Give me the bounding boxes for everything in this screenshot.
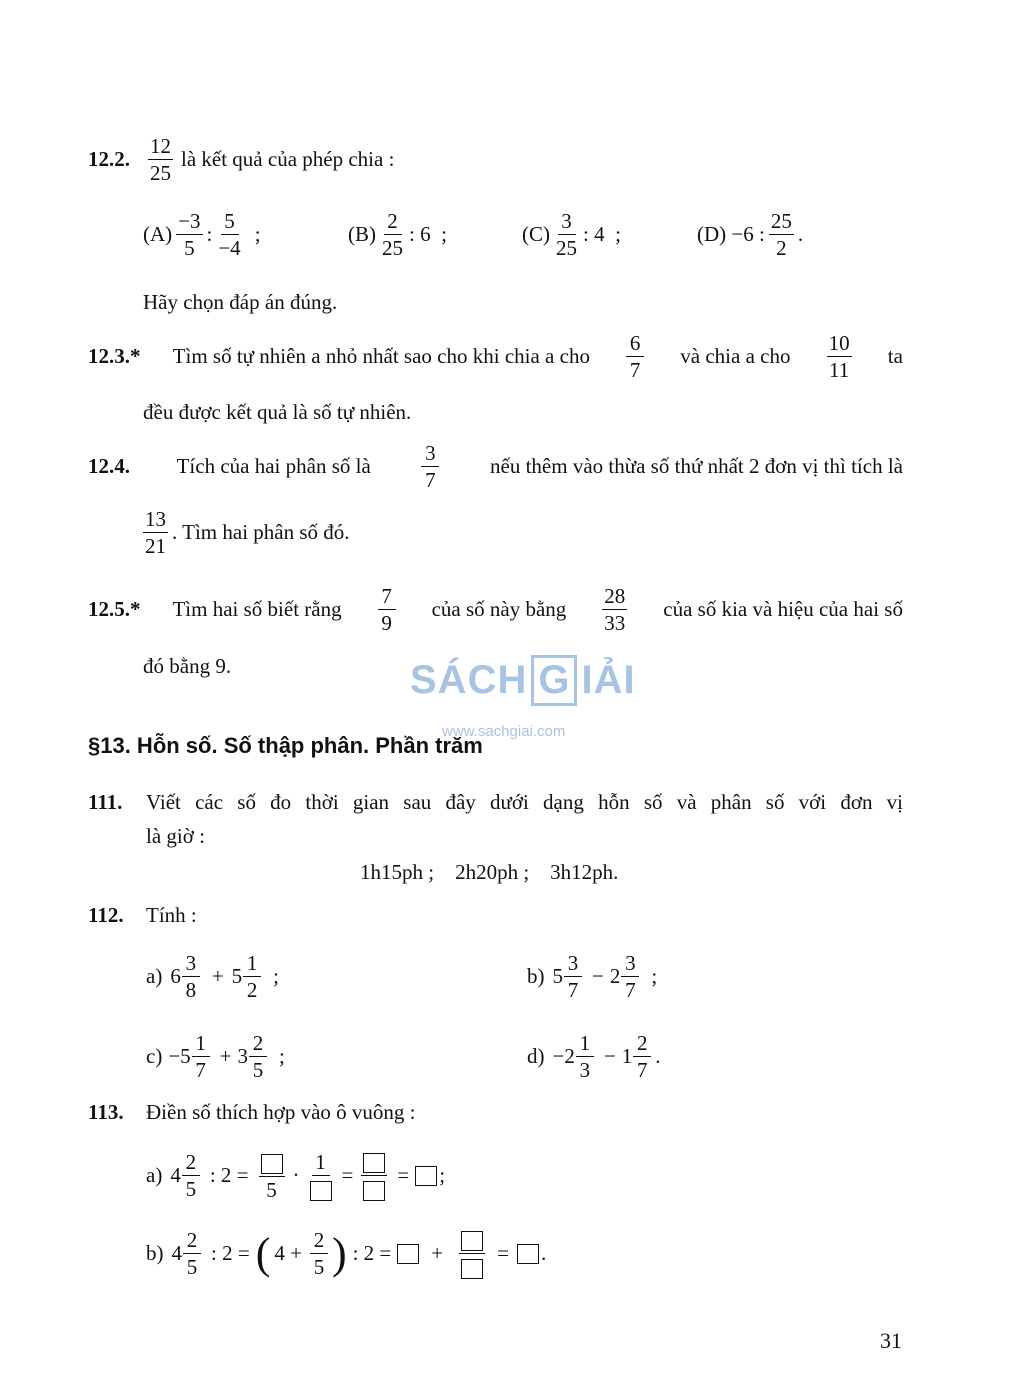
numerator: 2	[183, 1229, 201, 1254]
fraction	[602, 585, 627, 634]
numerator: 10	[827, 332, 852, 357]
whole-part: −5	[168, 1044, 191, 1069]
fraction	[564, 952, 582, 1001]
exercise-text: của số kia và hiệu của hai số	[663, 597, 903, 622]
item-label: a)	[146, 964, 163, 989]
exercise-text: Tìm số tự nhiên a nhỏ nhất sao cho khi chia a cho	[172, 344, 590, 369]
denominator: 5	[252, 1058, 264, 1083]
instruction-text: Hãy chọn đáp án đúng.	[143, 290, 338, 314]
numerator	[259, 1151, 285, 1177]
numerator: 2	[182, 1151, 200, 1176]
denominator: 5	[313, 1255, 325, 1280]
numerator: 2	[249, 1032, 267, 1057]
expression-text: 4 +	[274, 1241, 302, 1266]
exercise-12-2	[88, 135, 394, 184]
option-label: (B)	[348, 222, 376, 247]
page-number: 31	[880, 1328, 902, 1353]
answer-box[interactable]	[261, 1154, 283, 1174]
exercise-text: nếu thêm vào thừa số thứ nhất 2 đơn vị thì tích là	[490, 454, 903, 479]
numerator: 25	[769, 210, 794, 235]
exercise-label: 12.4.	[88, 454, 130, 479]
fraction	[361, 1150, 387, 1201]
answer-box[interactable]	[461, 1231, 483, 1251]
fraction	[243, 952, 261, 1001]
fraction	[182, 1151, 200, 1200]
fraction	[554, 210, 579, 259]
operator: =	[397, 1163, 410, 1188]
option-label: (D) −6 :	[697, 222, 765, 247]
item-112-b	[527, 952, 657, 1001]
fraction	[148, 135, 173, 184]
denominator: 3	[579, 1058, 591, 1083]
item-112-a	[146, 952, 279, 1001]
answer-box[interactable]	[415, 1166, 437, 1186]
answer-box[interactable]	[310, 1181, 332, 1201]
operator: +	[219, 1044, 232, 1069]
fraction	[182, 952, 200, 1001]
fraction	[633, 1032, 651, 1081]
denominator: 9	[381, 611, 392, 636]
denominator: 5	[185, 1177, 197, 1202]
operator: +	[431, 1241, 444, 1266]
answer-box[interactable]	[517, 1244, 539, 1264]
answer-box[interactable]	[363, 1153, 385, 1173]
section-heading: §13. Hỗn số. Số thập phân. Phần trăm	[88, 733, 483, 758]
numerator: 28	[602, 585, 627, 610]
operator: =	[341, 1163, 354, 1188]
denominator: 7	[567, 978, 579, 1003]
whole-part: 4	[170, 1163, 181, 1188]
fraction	[176, 210, 202, 259]
separator: .	[655, 1044, 661, 1069]
time-values: 1h15ph ; 2h20ph ; 3h12ph.	[360, 860, 619, 884]
numerator: 6	[626, 332, 644, 357]
whole-part: 5	[552, 964, 563, 989]
numerator	[361, 1150, 387, 1176]
denominator: 21	[145, 534, 166, 559]
exercise-113	[88, 1100, 416, 1125]
fraction	[143, 508, 168, 557]
denominator: 33	[604, 611, 626, 636]
denominator	[361, 1176, 387, 1201]
whole-part: 4	[171, 1241, 182, 1266]
item-label: c)	[146, 1044, 163, 1069]
fraction	[576, 1032, 594, 1081]
answer-box[interactable]	[363, 1181, 385, 1201]
exercise-label: 12.5.*	[88, 597, 141, 622]
left-paren: (	[255, 1228, 271, 1278]
fraction	[621, 952, 639, 1001]
numerator: 13	[143, 508, 168, 533]
numerator: 3	[621, 952, 639, 977]
option-label: (A)	[143, 222, 173, 247]
operator: ·	[292, 1163, 300, 1188]
whole-part: 6	[170, 964, 181, 989]
numerator: 1	[576, 1032, 594, 1057]
fraction	[259, 1151, 285, 1201]
exercise-text: . Tìm hai phân số đó.	[172, 520, 350, 545]
item-113-b	[146, 1228, 546, 1279]
watermark-text: SÁCH	[410, 658, 528, 702]
option-b	[348, 210, 447, 259]
operator: −	[592, 964, 604, 989]
denominator: 7	[629, 358, 641, 383]
exercise-label: 112.	[88, 903, 124, 927]
item-label: b)	[527, 964, 545, 989]
operator: :	[206, 222, 213, 247]
denominator: 7	[625, 978, 636, 1003]
exercise-112	[88, 903, 197, 928]
item-113-a	[146, 1150, 445, 1201]
numerator: 2	[384, 210, 402, 235]
option-rest: : 6 ;	[409, 222, 447, 247]
operator: −	[603, 1044, 616, 1069]
item-112-d	[527, 1032, 660, 1081]
fraction	[459, 1228, 485, 1279]
denominator: 2	[246, 978, 258, 1003]
fraction	[827, 332, 852, 381]
numerator: 1	[243, 952, 261, 977]
numerator: 2	[633, 1032, 651, 1057]
exercise-label: 12.3.*	[88, 344, 141, 369]
fraction	[308, 1151, 334, 1201]
exercise-text: Tìm hai số biết rằng	[172, 597, 342, 622]
numerator: 3	[564, 952, 582, 977]
numerator: 3	[182, 952, 200, 977]
denominator: 2	[776, 236, 787, 261]
exercise-12-4	[88, 442, 903, 491]
separator: ;	[273, 964, 280, 989]
denominator: 5	[186, 1255, 198, 1280]
numerator	[459, 1228, 485, 1254]
watermark-url: www.sachgiai.com	[442, 723, 566, 740]
exercise-label: 12.2.	[88, 147, 130, 172]
option-c	[522, 210, 621, 259]
denominator: 25	[150, 161, 171, 186]
numerator: 7	[378, 585, 396, 610]
fraction	[421, 442, 439, 491]
fraction	[192, 1032, 210, 1081]
watermark-logo	[410, 655, 636, 706]
fraction	[310, 1229, 328, 1278]
separator: ;	[651, 964, 658, 989]
exercise-text: và chia a cho	[680, 344, 791, 369]
denominator: 11	[829, 358, 850, 383]
exercise-text: là kết quả của phép chia :	[181, 147, 395, 172]
fraction	[216, 210, 242, 259]
separator: ;	[439, 1163, 446, 1188]
item-label: d)	[527, 1044, 545, 1069]
numerator: 3	[421, 442, 439, 467]
fraction	[380, 210, 405, 259]
answer-box[interactable]	[461, 1259, 483, 1279]
exercise-12-5	[88, 585, 903, 634]
whole-part: 5	[231, 964, 243, 989]
whole-part: 3	[237, 1044, 249, 1069]
expression-text: : 2 =	[209, 1163, 249, 1188]
denominator: 8	[185, 978, 197, 1003]
numerator: −3	[176, 210, 202, 235]
watermark-box: G	[531, 655, 577, 706]
expression-text: : 2 =	[211, 1241, 250, 1266]
separator: ;	[279, 1044, 285, 1069]
fraction	[626, 332, 644, 381]
denominator: 5	[266, 1177, 277, 1202]
numerator: 12	[148, 135, 173, 160]
option-label: (C)	[522, 222, 550, 247]
whole-part: 2	[609, 964, 621, 989]
right-paren: )	[331, 1228, 347, 1278]
fraction	[249, 1032, 267, 1081]
option-a	[143, 210, 261, 259]
fraction	[769, 210, 794, 259]
exercise-111	[88, 790, 903, 815]
option-d	[697, 210, 803, 259]
exercise-text: của số này bằng	[431, 597, 567, 622]
item-label: a)	[146, 1163, 163, 1188]
numerator: 5	[221, 210, 239, 235]
option-rest: : 4 ;	[583, 222, 621, 247]
separator: ;	[254, 222, 261, 247]
whole-part: 1	[621, 1044, 633, 1069]
item-label: b)	[146, 1241, 164, 1266]
exercise-text: Điền số thích hợp vào ô vuông :	[146, 1100, 416, 1124]
exercise-text: Tính :	[146, 903, 197, 927]
whole-part: −2	[552, 1044, 575, 1069]
operator: =	[497, 1241, 509, 1266]
denominator	[459, 1254, 485, 1279]
denominator: 25	[556, 236, 577, 261]
denominator: 5	[184, 236, 195, 261]
fraction	[183, 1229, 201, 1278]
operator: +	[211, 964, 224, 989]
denominator: 7	[425, 468, 436, 493]
denominator: 25	[382, 236, 403, 261]
exercise-text: ta	[887, 344, 903, 369]
exercise-label: 111.	[88, 790, 123, 814]
denominator: 7	[195, 1058, 206, 1083]
exercise-12-5-line2: đó bằng 9.	[143, 654, 232, 678]
separator: .	[797, 222, 804, 247]
denominator: 7	[636, 1058, 648, 1083]
numerator: 1	[312, 1151, 330, 1176]
separator: .	[540, 1241, 547, 1266]
exercise-12-3-line2: đều được kết quả là số tự nhiên.	[143, 400, 412, 424]
watermark-text: IẢI	[581, 658, 636, 702]
denominator	[308, 1176, 334, 1201]
fraction	[378, 585, 396, 634]
numerator: 1	[192, 1032, 210, 1057]
exercise-label: 113.	[88, 1100, 124, 1124]
answer-box[interactable]	[397, 1244, 419, 1264]
item-112-c	[146, 1032, 285, 1081]
exercise-text: Tích của hai phân số là	[176, 454, 371, 479]
denominator: −4	[218, 236, 241, 261]
exercise-12-4-line2	[143, 508, 350, 557]
exercise-12-3	[88, 332, 903, 381]
exercise-text: Viết các số đo thời gian sau đây dưới dạng hỗn số và phân số với đơn vị	[146, 790, 903, 814]
expression-text: : 2 =	[352, 1241, 392, 1266]
numerator: 3	[558, 210, 576, 235]
numerator: 2	[310, 1229, 328, 1254]
exercise-111-line2: là giờ :	[146, 824, 205, 848]
